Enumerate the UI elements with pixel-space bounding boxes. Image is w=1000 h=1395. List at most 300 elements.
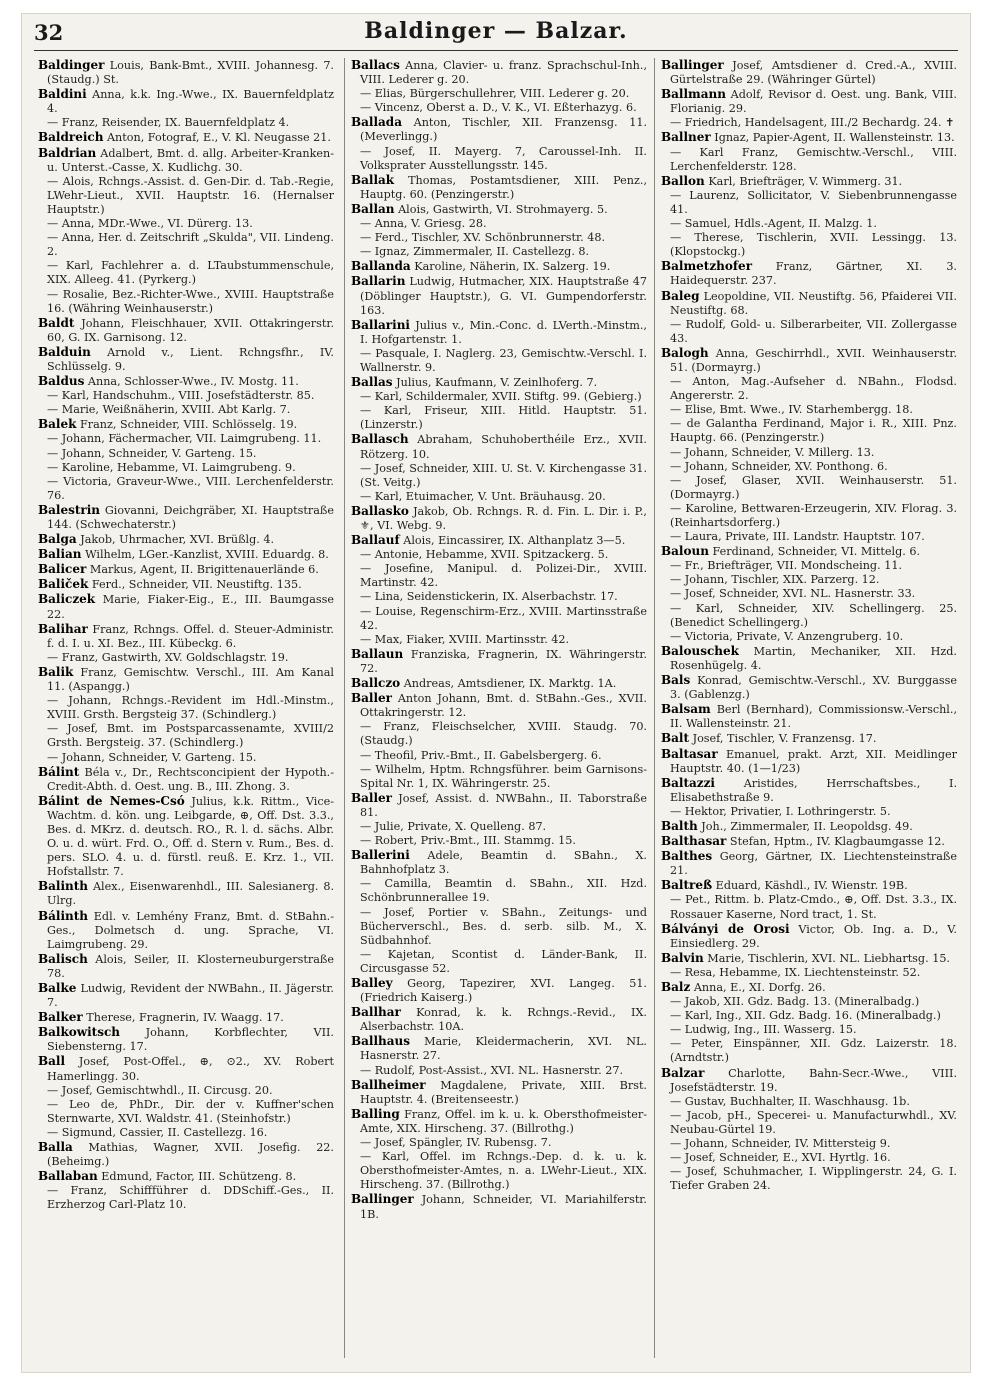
entry-surname: Ballheimer [351,1077,426,1092]
entry-details: Abraham, Schuhoberthéile Erz., XVII. Rötzerg. 10. [360,433,647,461]
entry-details: — Kajetan, Scontist d. Länder-Bank, II. Circusgasse 52. [360,947,647,975]
entry-surname: Balisch [38,951,88,966]
directory-entry [661,731,957,746]
directory-entry [38,130,334,145]
directory-entry [661,530,957,544]
entry-surname: Baldus [38,374,85,389]
entry-details: Ludwig, Revident der NWBahn., II. Jägerstr. 7. [47,982,334,1010]
directory-entry [351,834,647,848]
directory-entry [38,909,334,952]
directory-entry [351,347,647,375]
entry-details: Franz, Gärtner, XI. 3. Haidequerstr. 237. [670,260,957,288]
entry-surname: Balvin [661,950,704,965]
directory-entry [351,720,647,748]
entry-surname: Baldinger [38,58,105,72]
entry-surname: Balling [351,1106,400,1121]
directory-entry [38,389,334,403]
entry-details: — Johann, Schneider, V. Millerg. 13. [670,445,875,459]
entry-surname: Ballaun [351,646,404,661]
entry-surname: Baldini [38,87,87,102]
entry-details: — Josef, Schneider, XIII. U. St. V. Kirchengasse 31. (St. Veitg.) [360,461,647,489]
entry-details: — Peter, Einspänner, XII. Gdz. Laizerstr. 18. (Arndtstr.) [670,1037,957,1065]
entry-surname: Baller [351,691,392,706]
directory-entry [661,403,957,417]
directory-entry [38,1025,334,1054]
entry-details: — Max, Fiaker, XVIII. Martinsstr. 42. [360,632,570,646]
entry-details: — Josef, II. Mayerg. 7, Caroussel-Inh. II. Volksprater Ausstellungsstr. 145. [360,144,647,172]
entry-details: — Julie, Private, X. Quelleng. 87. [360,819,547,833]
entry-details: Adele, Beamtin d. SBahn., X. Bahnhofplatz 3. [360,849,647,877]
entry-details: — Johann, Fächermacher, VII. Laimgrubeng. 11. [47,432,322,446]
entry-details: Anna, E., XI. Dorfg. 26. [690,981,826,994]
entry-details: Jakob, Ob. Rchngs. R. d. Fin. L. Dir. i. P., ⚜, VI. Webg. 9. [360,504,647,532]
directory-entry [661,805,957,819]
entry-details: — Rudolf, Post-Assist., XVI. NL. Hasnerstr. 27. [360,1063,624,1077]
directory-entry [38,403,334,417]
entry-details: — Victoria, Graveur-Wwe., VIII. Lerchenfelderstr. 76. [47,474,334,502]
directory-entry [661,980,957,995]
entry-details: Ferd., Schneider, VII. Neustiftg. 135. [88,578,302,592]
entry-details: — Karoline, Hebamme, VI. Laimgrubeng. 9. [47,460,296,474]
entry-surname: Ballhar [351,1005,401,1020]
directory-entry [38,694,334,722]
directory-entry [661,259,957,288]
entry-surname: Balihar [38,621,88,636]
entry-details: Franziska, Fragnerin, IX. Währingerstr. 72. [360,647,647,675]
entry-details: Marie, Kleidermacherin, XVI. NL. Hasnerstr. 27. [360,1035,647,1063]
page-header [34,14,958,51]
entry-details: — Karl, Schneider, XIV. Schellingerg. 25. (Benedict Schellingerg.) [670,601,957,629]
directory-entry [661,834,957,849]
directory-entry [351,1136,647,1150]
directory-entry [351,318,647,347]
entry-surname: Ballak [351,172,395,187]
directory-entry [351,820,647,834]
directory-entry [351,676,647,691]
entry-details: Joh., Zimmermaler, II. Leopoldsg. 49. [697,819,913,833]
entry-surname: Bals [661,673,691,688]
entry-details: Marie, Tischlerin, XVI. NL. Liebhartsg. 15. [703,951,950,965]
entry-surname: Bálint [38,764,80,779]
entry-details: — Lina, Seidenstickerin, IX. Alserbachstr. 17. [360,590,618,604]
entry-surname: Balogh [661,345,709,360]
directory-entry [351,217,647,231]
entry-details: — Laurenz, Sollicitator, V. Siebenbrunnengasse 41. [670,188,957,216]
entry-details: Anna, k.k. Ing.-Wwe., IX. Bauernfeldplatz 4. [47,88,334,116]
entry-surname: Balzar [661,1065,705,1080]
directory-entry [661,502,957,530]
entry-details: Ignaz, Papier-Agent, II. Wallensteinstr. 13. [710,131,955,145]
entry-surname: Ballaban [38,1169,98,1184]
entry-details: — Johann, Rchngs.-Revident im Hdl.-Minstm., XVIII. Grsth. Bergsteig 37. (Schindlerg.) [47,694,334,722]
directory-entry [661,1109,957,1137]
entry-details: — Resa, Hebamme, IX. Liechtensteinstr. 52. [670,965,921,979]
directory-entry [351,906,647,948]
directory-entry [351,504,647,533]
entry-details: Magdalene, Private, XIII. Brst. Hauptstr. 4. (Breitenseestr.) [360,1078,647,1106]
directory-entry [661,544,957,559]
directory-entry [38,794,334,880]
entry-details: Therese, Fragnerin, IV. Waagg. 17. [82,1011,284,1025]
entry-surname: Ballauf [351,533,400,548]
entry-details: Konrad, Gemischtw.-Verschl., XV. Burggasse 3. (Gablenzg.) [670,674,957,702]
entry-details: — Josefine, Manipul. d. Polizei-Dir., XVIII. Martinstr. 42. [360,562,647,590]
directory-entry [661,1137,957,1151]
entry-surname: Balley [351,976,393,990]
entry-details: Franz, Schneider, VIII. Schlösselg. 19. [76,418,298,432]
directory-entry [351,590,647,604]
entry-details: Thomas, Postamtsdiener, XIII. Penz., Hauptg. 60. (Penzingerstr.) [360,173,647,201]
entry-details: Adolf, Revisor d. Oest. ung. Bank, VIII. Florianig. 29. [670,88,957,116]
entry-surname: Bálint de Nemes-Csó [38,793,185,808]
entry-details: — Louise, Regenschirm-Erz., XVIII. Martinsstraße 42. [360,604,647,632]
entry-details: Franz, Rchngs. Offel. d. Steuer-Administr. f. d. I. u. XI. Bez., III. Kübeckg. 6. [47,622,334,650]
directory-entry [351,791,647,820]
directory-entry [351,1107,647,1136]
directory-entry [661,630,957,644]
entry-details: — Franz, Reisender, IX. Bauernfeldplatz 4. [47,116,290,130]
directory-entry [661,644,957,673]
entry-surname: Ballacs [351,58,400,72]
entry-surname: Baliczek [38,592,96,607]
entry-details: — Laura, Private, III. Landstr. Hauptstr. 107. [670,530,925,544]
directory-entry [38,562,334,577]
directory-entry [661,130,957,145]
entry-details: Johann, Fleischhauer, XVII. Ottakringerstr. 60, G. IX. Garnisong. 12. [47,316,334,344]
entry-details: — Anna, V. Griesg. 28. [360,217,487,231]
directory-entry [38,116,334,130]
entry-surname: Ball [38,1054,66,1069]
column-middle [344,58,647,1358]
entry-details: — Vincenz, Oberst a. D., V. K., VI. Eßterhazyg. 6. [360,101,637,115]
directory-entry [661,1023,957,1037]
entry-details: — Pet., Rittm. b. Platz-Cmdo., ⊕, Off. Dst. 3.3., IX. Rossauer Kaserne, Nord tract, 1. St. [670,893,957,921]
directory-entry [351,462,647,490]
directory-entry [661,189,957,217]
entry-details: Eduard, Käshdl., IV. Wienstr. 19B. [712,879,908,893]
entry-details: Louis, Bank-Bmt., XVIII. Johannesg. 7. (Staudg.) St. [47,59,334,87]
directory-entry [661,289,957,318]
directory-entry [351,231,647,245]
entry-details: Johann, Schneider, VI. Mariahilferstr. 1B. [360,1193,647,1221]
directory-entry [351,1034,647,1063]
entry-details: — Josef, Schneider, E., XVI. Hyrtlg. 16. [670,1151,891,1165]
entry-surname: Balga [38,532,77,547]
entry-surname: Bálványi de Orosi [661,921,790,936]
entry-details: — Therese, Tischlerin, XVII. Lessingg. 13. (Klopstockg.) [670,231,957,259]
entry-details: — Hektor, Privatier, I. Lothringerstr. 5. [670,804,891,818]
entry-surname: Balla [38,1140,73,1155]
columns-area [32,58,962,1358]
directory-entry [38,651,334,665]
directory-entry [351,1078,647,1107]
entry-details: — Karl, Friseur, XIII. Hitld. Hauptstr. 51. (Linzerstr.) [360,404,647,432]
entry-details: — Ludwig, Ing., III. Wasserg. 15. [670,1023,857,1037]
directory-entry [661,446,957,460]
entry-details: Karoline, Näherin, IX. Salzerg. 19. [410,260,611,274]
entry-surname: Ballhaus [351,1034,411,1049]
directory-entry [38,58,334,87]
directory-entry [351,1150,647,1192]
entry-surname: Balke [38,981,77,995]
entry-details: Anton Johann, Bmt. d. StBahn.-Ges., XVII. Ottakringerstr. 12. [360,692,647,720]
entry-surname: Ballinger [351,1192,414,1207]
directory-entry [38,447,334,461]
entry-details: — Antonie, Hebamme, XVII. Spitzackerg. 5. [360,548,609,562]
entry-surname: Ballas [351,375,393,390]
entry-surname: Balmetzhofer [661,259,753,274]
entry-surname: Balsam [661,702,711,717]
entry-surname: Balik [38,664,74,679]
directory-entry [661,922,957,951]
entry-details: — de Galantha Ferdinand, Major i. R., XIII. Pnz. Hauptg. 66. (Penzingerstr.) [670,417,957,445]
entry-details: Julius, k.k. Rittm., Vice-Wachtm. d. kön. ung. Leibgarde, ⊕, Off. Dst. 3.3., Bes. d. MKrz. d. deutsch. RO., R. l. d. sächs. Albr. O. u. d. würt. Frd. O., Off. d. Stern v. Rum., Bes. d. pers. SLO. 4. u. d. fürstl. reuß. E. Krz. 1., VII. Hofstallstr. 7. [47,794,334,879]
entry-details: — Gustav, Buchhalter, II. Waschhausg. 1b. [670,1094,910,1108]
directory-entry [661,346,957,375]
entry-surname: Ballarini [351,317,410,332]
entry-details: Franz, Offel. im k. u. k. Obersthofmeister-Amte, XIX. Hirscheng. 37. (Billrothg.) [360,1107,647,1135]
entry-surname: Ballan [351,201,395,216]
entry-details: Julius v., Min.-Conc. d. LVerth.-Minstm., I. Hofgartenstr. 1. [360,318,647,346]
entry-details: Alois, Gastwirth, VI. Strohmayerg. 5. [394,202,608,216]
entry-details: — Johann, Schneider, IV. Mittersteig 9. [670,1137,891,1151]
entry-surname: Bálinth [38,908,89,923]
entry-details: Emanuel, prakt. Arzt, XII. Meidlinger Hauptstr. 40. (1—1/23) [670,747,957,775]
entry-details: Martin, Mechaniker, XII. Hzd. Rosenhügelg. 4. [670,644,957,672]
entry-surname: Baltreß [661,878,713,893]
directory-entry [38,503,334,532]
entry-surname: Baleg [661,288,700,303]
directory-entry [351,115,647,144]
entry-surname: Balth [661,818,698,833]
entry-details: — Johann, Schneider, V. Garteng. 15. [47,446,257,460]
entry-details: — Karl Franz, Gemischtw.-Verschl., VIII. Lerchenfelderstr. 128. [670,145,957,173]
directory-entry [351,548,647,562]
directory-entry [661,1009,957,1023]
entry-surname: Ballasch [351,432,409,447]
entry-surname: Ballanda [351,259,411,274]
directory-entry [351,87,647,101]
entry-details: — Alois, Rchngs.-Assist. d. Gen-Dir. d. Tab.-Regie, LWehr-Lieut., XVII. Hauptstr. 16. (Hernalser Hauptstr.) [47,174,334,216]
entry-details: — Josef, Bmt. im Postsparcassenamte, XVIII/2 Grsth. Bergsteig. 37. (Schindlerg.) [47,722,334,750]
entry-details: — Anton, Mag.-Aufseher d. NBahn., Flodsd. Angererstr. 2. [670,375,957,403]
directory-entry [351,691,647,720]
entry-details: — Johann, Schneider, V. Garteng. 15. [47,750,257,764]
entry-surname: Balz [661,980,691,994]
directory-entry [661,146,957,174]
directory-entry [351,1005,647,1034]
entry-surname: Balt [661,731,690,746]
directory-entry [38,217,334,231]
directory-entry [351,976,647,1005]
directory-entry [38,175,334,217]
directory-entry [38,316,334,345]
directory-entry [661,849,957,878]
entry-details: Wilhelm, LGer.-Kanzlist, XVIII. Eduardg. 8. [81,548,329,562]
entry-details: — Rosalie, Bez.-Richter-Wwe., XVIII. Hauptstraße 16. (Währing Weinhauserstr.) [47,287,334,315]
directory-entry [38,1010,334,1025]
directory-entry [38,288,334,316]
entry-details: Josef, Assist. d. NWBahn., II. Taborstraße 81. [360,791,647,819]
directory-entry [661,318,957,346]
entry-surname: Baloun [661,544,709,559]
directory-entry [351,1192,647,1221]
directory-entry [38,1140,334,1169]
directory-entry [351,605,647,633]
entry-surname: Baliček [38,577,89,592]
directory-entry [351,848,647,877]
entry-details: Berl (Bernhard), Commissionsw.-Verschl., II. Wallensteinstr. 21. [670,703,957,731]
entry-details: — Elise, Bmt. Wwe., IV. Starhembergg. 18. [670,403,913,417]
entry-surname: Balinth [38,879,89,894]
entry-details: — Karl, Offel. im Rchngs.-Dep. d. k. u. k. Obersthofmeister-Amtes, n. a. LWehr-Lieut., XIX. Hirscheng. 37. (Billrothg.) [360,1150,647,1192]
column-right [654,58,957,1358]
directory-entry [38,259,334,287]
entry-details: Anton, Tischler, XII. Franzensg. 11. (Meverlingg.) [360,116,647,144]
directory-entry [661,1037,957,1065]
directory-entry [38,345,334,374]
entry-details: Adalbert, Bmt. d. allg. Arbeiter-Kranken- u. Unterst.-Casse, X. Kudlichg. 30. [47,146,334,174]
entry-details: Béla v., Dr., Rechtsconcipient der Hypoth.-Credit-Abth. d. Oest. ung. B., III. Zhong. 3. [47,765,334,793]
entry-details: — Josef, Schuhmacher, I. Wipplingerstr. 24, G. I. Tiefer Graben 24. [670,1165,957,1193]
directory-entry [661,116,957,130]
entry-details: — Fr., Briefträger, VII. Mondscheing. 11. [670,559,902,573]
directory-entry [38,751,334,765]
entry-surname: Ballada [351,115,402,130]
entry-details: Ludwig, Hutmacher, XIX. Hauptstraße 47 (Döblinger Hauptstr.), G. VI. Gumpendorferstr. 163. [360,275,647,317]
directory-entry [38,417,334,432]
directory-entry [661,878,957,893]
page-title: Baldinger — Balzar. [364,18,628,44]
directory-entry [351,390,647,404]
entry-details: Mathias, Wagner, XVII. Josefig. 22. (Beheimg.) [47,1141,334,1169]
entry-details: — Franz, Gastwirth, XV. Goldschlagstr. 19. [47,650,289,664]
directory-entry [661,87,957,116]
entry-details: — Karl, Fachlehrer a. d. LTaubstummenschule, XIX. Alleeg. 41. (Pyrkerg.) [47,259,334,287]
directory-entry [661,951,957,966]
directory-entry [351,647,647,676]
directory-entry [351,259,647,274]
entry-details: Georg, Tapezirer, XVI. Langeg. 51. (Friedrich Kaiserg.) [360,977,647,1005]
entry-details: — Johann, Tischler, XIX. Parzerg. 12. [670,573,880,587]
directory-entry [38,1098,334,1126]
entry-details: Julius, Kaufmann, V. Zeinlhoferg. 7. [392,376,598,390]
directory-entry [351,202,647,217]
entry-details: — Rudolf, Gold- u. Silberarbeiter, VII. Zollergasse 43. [670,317,957,345]
entry-surname: Balthasar [661,834,727,849]
entry-details: — Elias, Bürgerschullehrer, VIII. Lederer g. 20. [360,87,630,101]
directory-entry [351,490,647,504]
directory-entry [38,1169,334,1184]
entry-details: — Josef, Gemischtwhdl., II. Circusg. 20. [47,1083,273,1097]
directory-entry [38,722,334,750]
entry-details: — Karoline, Bettwaren-Erzeugerin, XIV. Florag. 3. (Reinhartsdorferg.) [670,501,957,529]
entry-details: — Friedrich, Handelsagent, III./2 Bechardg. 24. ✝ [670,116,955,130]
directory-entry [38,146,334,175]
entry-surname: Baldreich [38,130,104,145]
directory-entry [38,547,334,562]
directory-entry [351,877,647,905]
entry-surname: Balouschek [661,643,739,658]
entry-details: Aristides, Herrschaftsbes., I. Elisabethstraße 9. [670,776,957,804]
directory-entry [38,952,334,981]
directory-entry [661,819,957,834]
directory-entry [661,702,957,731]
directory-entry [351,533,647,548]
directory-entry [38,87,334,116]
directory-entry [38,1126,334,1140]
entry-details: Josef, Tischler, V. Franzensg. 17. [689,732,877,746]
entry-details: Josef, Amtsdiener d. Cred.-A., XVIII. Gürtelstraße 29. (Währinger Gürtel) [670,59,957,87]
entry-surname: Balduin [38,344,91,359]
directory-entry [661,995,957,1009]
entry-details: — Josef, Schneider, XVI. NL. Hasnerstr. 33. [670,587,916,601]
entry-surname: Ballczo [351,676,401,691]
directory-entry [38,461,334,475]
entry-details: Anna, Schlosser-Wwe., IV. Mostg. 11. [84,375,299,389]
entry-details: — Jakob, XII. Gdz. Badg. 13. (Mineralbadg.) [670,995,920,1009]
directory-entry [661,460,957,474]
entry-details: — Pasquale, I. Naglerg. 23, Gemischtw.-Verschl. I. Wallnerstr. 9. [360,346,647,374]
directory-entry [661,966,957,980]
directory-entry [351,173,647,202]
directory-entry [661,1151,957,1165]
entry-details: Alois, Eincassirer, IX. Althanplatz 3—5. [399,534,626,548]
entry-details: — Ignaz, Zimmermaler, II. Castellezg. 8. [360,245,590,259]
entry-details: — Victoria, Private, V. Anzengruberg. 10. [670,629,904,643]
entry-surname: Balicer [38,562,87,577]
entry-details: — Josef, Glaser, XVII. Weinhauserstr. 51. (Dormayrg.) [670,473,957,501]
entry-details: Anna, Geschirrhdl., XVII. Weinhauserstr. 51. (Dormayrg.) [670,346,957,374]
directory-entry [661,776,957,805]
directory-entry [38,1084,334,1098]
directory-entry [661,174,957,189]
entry-details: — Johann, Schneider, XV. Ponthong. 6. [670,459,888,473]
directory-entry [351,404,647,432]
directory-entry [38,981,334,1010]
directory-entry [38,592,334,621]
entry-details: Anton, Fotograf, E., V. Kl. Neugasse 21. [103,131,331,145]
entry-surname: Baldt [38,315,75,330]
entry-details: Andreas, Amtsdiener, IX. Marktg. 1A. [400,677,617,691]
directory-entry [351,375,647,390]
entry-surname: Ballinger [661,58,724,72]
entry-details: Georg, Gärtner, IX. Liechtensteinstraße 21. [670,850,957,878]
directory-entry [661,587,957,601]
directory-entry [38,1184,334,1212]
entry-details: Alois, Seiler, II. Klosterneuburgerstraße 78. [47,952,334,980]
entry-details: Giovanni, Deichgräber, XI. Hauptstraße 144. (Schwechaterstr.) [47,503,334,531]
entry-surname: Ballner [661,130,711,145]
entry-surname: Ballmann [661,87,726,102]
entry-details: Josef, Post-Offel., ⊕, ⊙2., XV. Robert Hamerlingg. 30. [47,1055,334,1083]
directory-entry [38,432,334,446]
entry-surname: Baller [351,790,392,805]
entry-details: — Karl, Etuimacher, V. Unt. Bräuhausg. 20. [360,489,606,503]
entry-details: Karl, Briefträger, V. Wimmerg. 31. [704,174,903,188]
directory-entry [351,948,647,976]
entry-details: Edl. v. Lemhény Franz, Bmt. d. StBahn.-Ges., Dolmetsch d. ung. Sprache, VI. Laimgrubeng. 29. [47,909,334,951]
entry-surname: Balkowitsch [38,1025,121,1040]
entry-details: — Anna, MDr.-Wwe., VI. Dürerg. 13. [47,217,253,231]
entry-details: — Karl, Handschuhm., VIII. Josefstädterstr. 85. [47,389,315,403]
entry-details: Jakob, Uhrmacher, XVI. Brüßlg. 4. [76,533,275,547]
directory-entry [661,747,957,776]
directory-entry [351,101,647,115]
directory-entry [38,374,334,389]
directory-entry [351,763,647,791]
entry-details: — Marie, Weißnäherin, XVIII. Abt Karlg. 7. [47,403,291,417]
